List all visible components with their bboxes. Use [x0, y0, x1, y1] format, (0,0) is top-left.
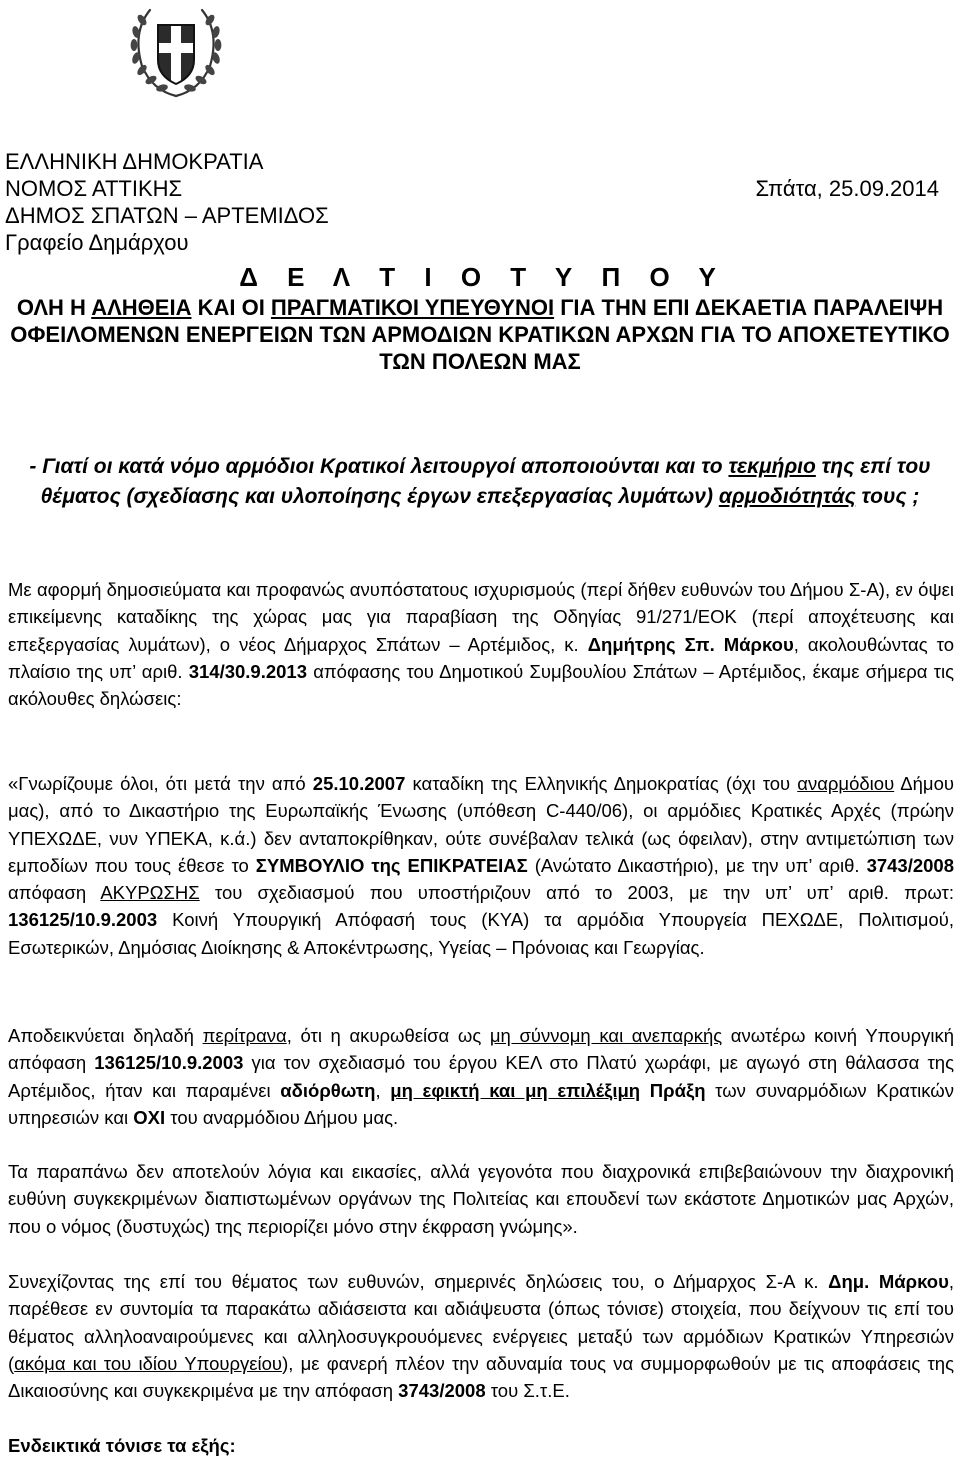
body-bold-text: 25.10.2007 [312, 773, 406, 794]
paragraph-2 [8, 1022, 954, 1131]
body-bold-text: 136125/10.9.2003 [8, 909, 158, 931]
subtitle-question [5, 452, 955, 512]
paragraph-3: Τα παραπάνω δεν αποτελούν λόγια και εικασίες, αλλά γεγονότα που διαχρονικά επιβεβαιώνουν την διαχρονική ευθύνη συγκεκριμένων διαπιστωμένων οργάνων της Πολιτείας και επουδενί των εκάστοτε Δημοτικών μας Αρχών, που ο νόμος (δυστυχώς) της περιορίζει μόνο στην έκφραση γνώμης». [8, 1161, 954, 1237]
title-block [5, 262, 955, 375]
body-text: για τον σχεδιασμό του έργου ΚΕΛ στο Πλατύ χωράφι, με αγωγό στη θάλασσα της Αρτέμιδος, ήταν και παραμένει [8, 1052, 954, 1101]
body-text: απόφαση [8, 882, 101, 904]
headline-text: ΓΙΑ ΤΗΝ ΕΠΙ ΔΕΚΑΕΤΙΑ ΠΑΡΑΛΕΙΨΗ ΟΦΕΙΛΟΜΕΝΩΝ ΕΝΕΡΓΕΙΩΝ ΤΩΝ ΑΡΜΟΔΙΩΝ ΚΡΑΤΙΚΩΝ ΑΡΧΩΝ ΓΙΑ ΤΟ ΑΠΟΧΕΤΕΥΤΙΚΟ ΤΩΝ ΠΟΛΕΩΝ ΜΑΣ [10, 295, 950, 374]
body-underlined-text: μη σύννομη και ανεπαρκής [489, 1025, 723, 1046]
body-bold-text: 136125/10.9.2003 [94, 1052, 244, 1074]
headline-text: ΚΑΙ ΟΙ [191, 295, 271, 320]
headline-text: ΟΛΗ Η [16, 295, 92, 320]
body-text: του Σ.τ.Ε. [485, 1380, 570, 1402]
body-text: , ακολουθώντας το πλαίσιο της υπ’ αριθ. [8, 633, 954, 682]
body-text: , ότι η ακυρωθείσα ως [286, 1025, 490, 1046]
paragraph-1 [8, 770, 954, 961]
body-underlined-text: περίτρανα [202, 1025, 287, 1046]
paragraph-4 [8, 1268, 954, 1404]
body-text: , [375, 1079, 391, 1101]
subtitle-text: - Γιατί οι κατά νόμο αρμόδιοι Κρατικοί λειτουργοί αποποιούνται και το [29, 455, 729, 478]
country-line: ΕΛΛΗΝΙΚΗ ΔΗΜΟΚΡΑΤΙΑ [5, 149, 264, 174]
body-bold-text: 3743/2008 [866, 854, 955, 876]
body-text: «Γνωρίζουμε όλοι, ότι μετά την από [8, 773, 313, 794]
date-line: Σπάτα, 25.09.2014 [755, 176, 939, 201]
body-bold-text: Δημ. Μάρκου [828, 1271, 949, 1292]
body-bold-text: ΣΥΜΒΟΥΛΙΟ της ΕΠΙΚΡΑΤΕΙΑΣ [255, 854, 528, 876]
headline-underlined-text: ΑΛΗΘΕΙΑ [91, 295, 192, 320]
subtitle-text: της επί του θέματος (σχεδίασης και υλοποίησης έργων επεξεργασίας λυμάτων) [40, 455, 931, 508]
press-release-title: Δ Ε Λ Τ Ι Ο Τ Υ Π Ο Υ [239, 262, 721, 292]
body-bold-underlined-text: μη εφικτή και μη επιλέξιμη [390, 1079, 641, 1101]
body-bold-text: ΟΧΙ [133, 1106, 166, 1128]
greek-state-emblem-icon [124, 0, 228, 104]
body-bold-text: 3743/2008 [398, 1380, 486, 1402]
municipality-line: ΔΗΜΟΣ ΣΠΑΤΩΝ – ΑΡΤΕΜΙΔΟΣ [5, 203, 329, 228]
body-bold-text: αδιόρθωτη [280, 1079, 376, 1101]
body-text: Δήμου μας), από το Δικαστήριο της Ευρωπαϊκής Ένωσης (υπόθεση C-440/06), οι αρμόδιες Κρατικές Αρχές (πρώην ΥΠΕΧΩΔΕ, νυν ΥΠΕΚΑ, κ.ά.) δεν ανταποκρίθηκαν, ούτε συνέβαλαν τελικά (ως όφειλαν), στην αντιμετώπιση των εμποδίων που τους έθεσε το [8, 773, 954, 876]
letterhead [5, 148, 955, 256]
subtitle-underlined-text: αρμοδιότητάς [718, 485, 856, 508]
intro-paragraph [8, 576, 954, 712]
body-text: απόφασης του Δημοτικού Συμβουλίου Σπάτων – Αρτέμιδος, έκαμε σήμερα τις ακόλουθες δηλώσεις: [8, 660, 954, 710]
body-text: του σχεδιασμού που υποστήριζουν από το 2003, με την υπ’ υπ’ αριθ. πρωτ: [199, 882, 954, 904]
body-text: ), με φανερή πλέον την αδυναμία τους να συμμορφωθούν με τις αποφάσεις της Δικαιοσύνης και συγκεκριμένα με την απόφαση [8, 1352, 955, 1402]
subtitle-underlined-text: τεκμήριο [728, 455, 816, 478]
body-text: Κοινή Υπουργική Απόφασή τους (ΚΥΑ) τα αρμόδια Υπουργεία ΠΕΧΩΔΕ, Πολιτισμού, Εσωτερικών, Δημόσιας Διοίκησης & Αποκέντρωσης, Υγείας – Πρόνοιας και Γεωργίας. [8, 909, 954, 958]
body-text: του αναρμόδιου Δήμου μας. [165, 1106, 399, 1128]
headline-underlined-text: ΠΡΑΓΜΑΤΙΚΟΙ ΥΠΕΥΘΥΝΟΙ [270, 295, 555, 320]
body-bold-text: Δημήτρης Σπ. Μάρκου [587, 633, 794, 655]
body-text: Με αφορμή δημοσιεύματα και προφανώς ανυπόστατους ισχυρισμούς (περί δήθεν ευθυνών του Δήμου Σ-Α), εν όψει επικείμενης καταδίκης της χώρας μας για παραβίαση της Οδηγίας 91/271/ΕΟΚ (περί αποχέτευσης και επεξεργασίας λυμάτων), ο νέος Δήμαρχος Σπάτων – Αρτέμιδος, κ. [8, 579, 954, 655]
subtitle-text: τους ; [855, 485, 920, 508]
body-text: , παρέθεσε εν συντομία τα παρακάτω αδιάσειστα και αδιάψευστα (όπως τόνισε) στοιχεία, που δείχνουν τις επί του θέματος αλληλοαναιρούμενες και αλληλοσυγκρουόμενες ενέργειες μεταξύ των αρμόδιων Κρατικών Υπηρεσιών ( [8, 1271, 954, 1374]
body-text [640, 1080, 650, 1101]
body-text: Αποδεικνύεται δηλαδή [8, 1025, 203, 1046]
closing-line: Ενδεικτικά τόνισε τα εξής: [8, 1435, 236, 1456]
body-text: ανωτέρω κοινή Υπουργική απόφαση [8, 1025, 954, 1074]
body-text: Συνεχίζοντας της επί του θέματος των ευθυνών, σημερινές δηλώσεις του, ο Δήμαρχος Σ-Α κ. [8, 1271, 829, 1292]
body-text: καταδίκη της Ελληνικής Δημοκρατίας (όχι του [405, 773, 798, 794]
headline [5, 294, 955, 375]
body-bold-text: Πράξη [649, 1079, 706, 1101]
office-line: Γραφείο Δημάρχου [5, 230, 189, 255]
body-underlined-text: αναρμόδιου [797, 773, 895, 794]
body-underlined-text: ΑΚΥΡΩΣΗΣ [100, 882, 200, 904]
body-bold-text: 314/30.9.2013 [188, 660, 308, 682]
prefecture-line: ΝΟΜΟΣ ΑΤΤΙΚΗΣ [5, 176, 183, 201]
body-underlined-text: ακόμα και του ιδίου Υπουργείου [14, 1352, 283, 1374]
body-text: (Ανώτατο Δικαστήριο), με την υπ’ αριθ. [527, 854, 867, 876]
body-text: των συναρμόδιων Κρατικών υπηρεσιών και [8, 1079, 955, 1128]
